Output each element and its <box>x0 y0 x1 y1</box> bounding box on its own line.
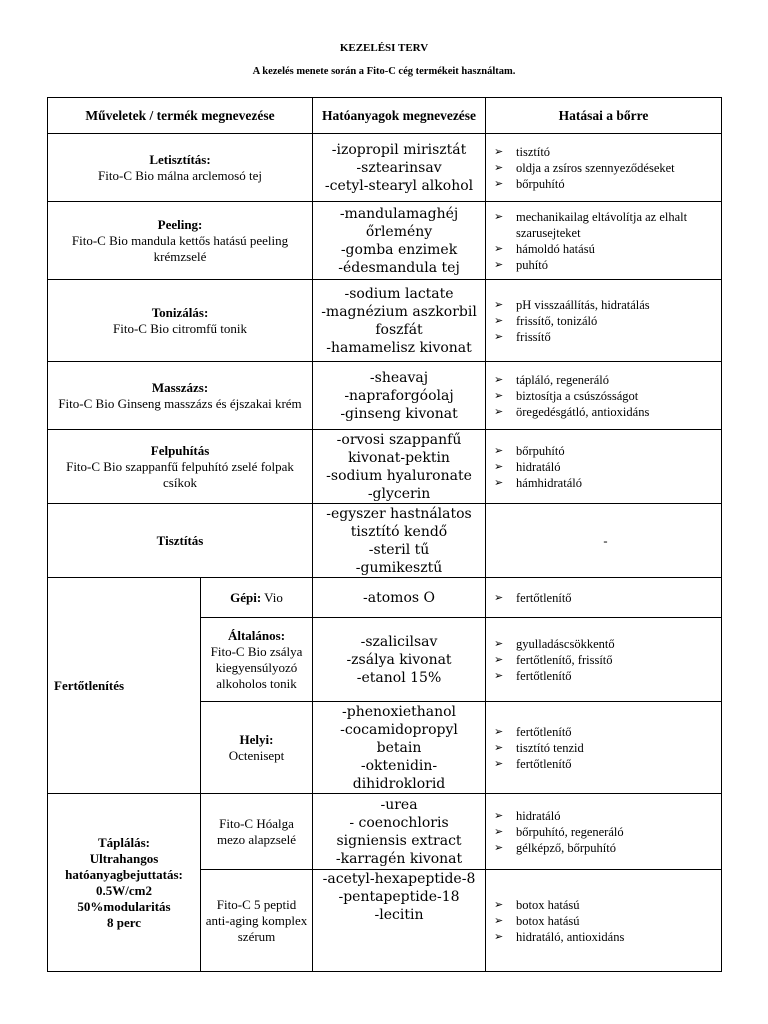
operation-name: Peeling: <box>157 216 203 232</box>
ingredient: -etanol 15% <box>356 669 442 686</box>
effect-item: ➢ hámoldó hatású <box>494 241 717 257</box>
table-row <box>48 362 722 430</box>
operation-cell <box>48 430 313 504</box>
ingredient: -cocamidopropyl betain <box>340 721 458 756</box>
product-name: Fito-C Bio citromfű tonik <box>113 320 247 336</box>
operation-name: Letisztítás: <box>149 151 211 167</box>
effect-item: ➢ fertőtlenítő <box>494 756 717 772</box>
ingredients-cell <box>313 702 486 794</box>
operation-cell <box>48 134 313 202</box>
effect-item: ➢ bőrpuhító <box>494 443 717 459</box>
operation-cell <box>48 362 313 430</box>
nutrition-line: Táplálás: <box>97 834 150 850</box>
effect-item: ➢ hidratáló <box>494 808 717 824</box>
effect-item: ➢ puhító <box>494 257 717 273</box>
effects-cell <box>486 870 722 972</box>
effects-cell <box>486 362 722 430</box>
sub-product: Vio <box>264 589 283 605</box>
ingredient: -sztearinsav <box>356 159 442 176</box>
effect-item: ➢ oldja a zsíros szennyeződéseket <box>494 160 717 176</box>
product-name: Fito-C Bio Ginseng masszázs és éjszakai krém <box>58 395 302 411</box>
ingredients-cell <box>313 794 486 870</box>
effect-item: ➢ pH visszaállítás, hidratálás <box>494 297 717 313</box>
effect-item: ➢ biztosítja a csúszósságot <box>494 388 717 404</box>
sub-operation-cell <box>201 618 313 702</box>
ingredient: -ginseng kivonat <box>340 405 458 422</box>
sub-label: Általános: <box>227 627 286 643</box>
sub-product: Fito-C Hóalga mezo alapzselé <box>201 794 313 870</box>
nutrition-label <box>48 794 201 972</box>
effect-item: ➢ fertőtlenítő <box>494 668 717 684</box>
table-row <box>48 578 722 618</box>
nutrition-line: 0.5W/cm2 <box>96 882 152 898</box>
ingredient: -atomos O <box>363 589 435 606</box>
ingredient: -acetyl-hexapeptide-8 <box>322 871 476 887</box>
table-header-row <box>48 98 722 134</box>
ingredient: -gomba enzimek <box>340 241 458 258</box>
effect-item: ➢ frissítő <box>494 329 717 345</box>
ingredient: -hamamelisz kivonat <box>326 339 472 356</box>
ingredient: - coenochloris signiensis extract <box>336 814 462 849</box>
ingredient: -édesmandula tej <box>338 259 460 276</box>
sub-label: Helyi: <box>239 731 274 747</box>
ingredient: -sodium lactate <box>344 285 454 302</box>
effects-cell <box>486 202 722 280</box>
table-row <box>48 202 722 280</box>
ingredient: -szalicilsav <box>360 633 438 650</box>
ingredients-cell <box>313 362 486 430</box>
ingredients-cell <box>313 202 486 280</box>
effect-item: ➢ hidratáló <box>494 459 717 475</box>
effects-cell <box>486 430 722 504</box>
effect-item: ➢ mechanikailag eltávolítja az elhalt szarusejteket <box>494 209 717 241</box>
effect-item: ➢ bőrpuhító <box>494 176 717 192</box>
sub-product: Fito-C Bio zsálya kiegyensúlyozó alkoholos tonik <box>210 643 303 691</box>
effect-item: ➢ gyulladáscsökkentő <box>494 636 717 652</box>
product-name: Fito-C Bio mandula kettős hatású peeling krémzselé <box>71 232 289 264</box>
effect-item: ➢ öregedésgátló, antioxidáns <box>494 404 717 420</box>
effects-cell: - <box>486 504 722 578</box>
product-name: Fito-C Bio málna arclemosó tej <box>98 167 262 183</box>
ingredient: -karragén kivonat <box>335 850 463 867</box>
ingredient: -urea <box>380 796 418 813</box>
ingredient: -steril tű <box>368 541 430 558</box>
sub-operation-cell <box>201 702 313 794</box>
effect-item: ➢ tápláló, regeneráló <box>494 372 717 388</box>
ingredients-cell <box>313 578 486 618</box>
table-row <box>48 504 722 578</box>
nutrition-line: Ultrahangos hatóanyagbejuttatás: <box>65 850 183 882</box>
effect-item: ➢ bőrpuhító, regeneráló <box>494 824 717 840</box>
operation-name: Tisztítás <box>156 532 204 548</box>
ingredients-cell <box>313 134 486 202</box>
ingredient: -zsálya kivonat <box>346 651 452 668</box>
table-row <box>48 134 722 202</box>
header-operations: Műveletek / termék megnevezése <box>48 98 313 134</box>
effect-item: ➢ gélképző, bőrpuhító <box>494 840 717 856</box>
effect-item: ➢ frissítő, tonizáló <box>494 313 717 329</box>
ingredient: -lecitin <box>374 907 424 923</box>
treatment-table <box>47 97 722 972</box>
effects-cell <box>486 578 722 618</box>
effect-item: ➢ tisztító tenzid <box>494 740 717 756</box>
ingredient: -cetyl-stearyl alkohol <box>324 177 474 194</box>
nutrition-line: 50%modularitás <box>77 898 171 914</box>
nutrition-line: 8 perc <box>106 914 142 930</box>
effects-cell <box>486 618 722 702</box>
product-name: Fito-C Bio szappanfű felpuhító zselé folpak csíkok <box>66 458 294 490</box>
effects-cell <box>486 134 722 202</box>
page-subtitle: A kezelés menete során a Fito-C cég termékeit használtam. <box>252 66 516 77</box>
operation-name: Masszázs: <box>151 379 209 395</box>
effect-item: ➢ fertőtlenítő <box>494 724 717 740</box>
operation-cell <box>48 504 313 578</box>
table-row <box>48 280 722 362</box>
ingredient: -sodium hyaluronate <box>326 467 472 484</box>
effects-cell <box>486 794 722 870</box>
ingredient: -glycerin <box>367 485 431 502</box>
header-ingredients: Hatóanyagok megnevezése <box>313 98 486 134</box>
effect-item: ➢ hámhidratáló <box>494 475 717 491</box>
ingredient: -napraforgóolaj <box>344 387 454 404</box>
sub-label: Gépi: <box>230 589 262 605</box>
ingredients-cell <box>313 504 486 578</box>
operation-cell <box>48 202 313 280</box>
sub-product: Fito-C 5 peptid anti-aging komplex szérum <box>201 870 313 972</box>
ingredients-cell <box>313 430 486 504</box>
effect-item: ➢ hidratáló, antioxidáns <box>494 929 717 945</box>
ingredient: -mandulamaghéj őrlemény <box>339 205 459 240</box>
table-row <box>48 430 722 504</box>
operation-cell <box>48 280 313 362</box>
sub-operation-cell <box>201 578 313 618</box>
ingredient: -magnézium aszkorbil foszfát <box>321 303 477 338</box>
effect-item: ➢ fertőtlenítő <box>494 590 717 606</box>
effects-cell <box>486 702 722 794</box>
ingredients-cell <box>313 280 486 362</box>
ingredient: -phenoxiethanol <box>342 703 457 720</box>
effects-cell <box>486 280 722 362</box>
ingredient: -gumikesztű <box>355 559 443 576</box>
ingredients-cell <box>313 618 486 702</box>
disinfection-label: Fertőtlenítés <box>48 578 201 794</box>
operation-name: Felpuhítás <box>150 442 210 458</box>
ingredient: -sheavaj <box>369 369 429 386</box>
effect-item: ➢ botox hatású <box>494 897 717 913</box>
sub-product: Octenisept <box>228 747 285 763</box>
page-title: KEZELÉSI TERV <box>339 42 429 54</box>
table-row <box>48 794 722 870</box>
effect-item: ➢ tisztító <box>494 144 717 160</box>
ingredient: -egyszer hastnálatos tisztító kendő <box>326 505 472 540</box>
ingredient: -orvosi szappanfű kivonat-pektin <box>336 431 462 466</box>
ingredients-cell <box>313 870 486 972</box>
ingredient: -oktenidin-dihidroklorid <box>352 757 446 792</box>
operation-name: Tonizálás: <box>151 304 209 320</box>
ingredient: -pentapeptide-18 <box>338 889 460 905</box>
ingredient: -izopropil mirisztát <box>331 141 467 158</box>
effect-item: ➢ fertőtlenítő, frissítő <box>494 652 717 668</box>
effect-item: ➢ botox hatású <box>494 913 717 929</box>
header-effects: Hatásai a bőrre <box>486 98 722 134</box>
